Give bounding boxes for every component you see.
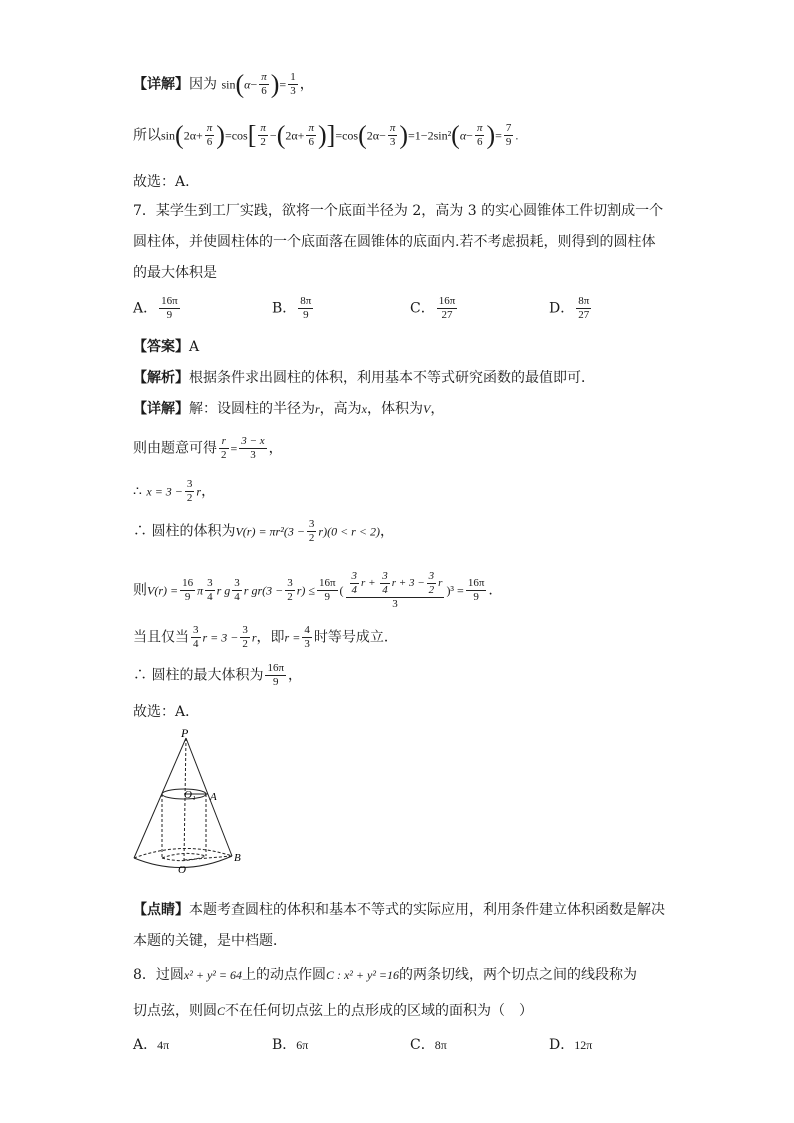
frac <box>350 570 360 597</box>
paren: ( <box>339 583 344 598</box>
den: 2 <box>221 449 227 461</box>
math: r + 3 − <box>391 577 425 590</box>
den: 9 <box>159 308 180 322</box>
paren: ( <box>358 120 367 150</box>
option-value: 12π <box>574 1038 593 1052</box>
num: 16 <box>182 577 194 589</box>
math-mid: =1−2sin² <box>408 128 452 143</box>
eq: = <box>279 77 287 92</box>
q7-line-2: 圆柱体，并使圆柱体的一个底面落在圆锥体的底面内.若不考虑损耗，则得到的圆柱体 <box>133 234 656 250</box>
num: 3 <box>193 624 199 636</box>
var-r: r <box>196 484 202 499</box>
analysis-text: 根据条件求出圆柱的体积，利用基本不等式研究函数的最值即可． <box>189 370 595 386</box>
math: V(r) = <box>147 583 179 598</box>
detail-line-1 <box>133 71 314 98</box>
frac <box>191 624 201 651</box>
den: 6 <box>475 135 485 149</box>
bracket: ] <box>326 120 336 150</box>
math-sin: sin <box>221 77 236 92</box>
var-v: V <box>423 402 431 416</box>
frac-1-3 <box>288 71 298 98</box>
var-c: C <box>217 1004 226 1018</box>
cone-edge-left <box>134 738 186 858</box>
math: V(r) = πr²(3 − <box>235 524 305 539</box>
comment-tag: 【点睛】 <box>133 902 189 918</box>
den: 4 <box>193 638 199 650</box>
den: 3 <box>388 135 398 149</box>
den: 3 <box>290 85 296 97</box>
option-label: B． <box>272 1037 297 1053</box>
minus: − <box>466 128 473 143</box>
math: π <box>197 583 204 598</box>
text: 当且仅当 <box>133 629 189 646</box>
num: 16π <box>161 295 178 307</box>
den: 6 <box>306 135 316 149</box>
num <box>346 570 445 597</box>
den: 4 <box>351 584 358 596</box>
text: ∴ 圆柱的体积为 <box>133 523 236 540</box>
step-2 <box>133 478 215 505</box>
text: 因为 <box>189 76 217 93</box>
num: 7 <box>505 122 512 134</box>
num: 16π <box>467 577 485 589</box>
num: 3 − x <box>241 435 265 447</box>
frac <box>180 577 195 604</box>
den: 9 <box>180 590 195 604</box>
frac <box>466 577 487 604</box>
frac-7-9 <box>504 122 514 149</box>
math: r)(0 < r < 2) <box>318 524 380 539</box>
minus: − <box>269 128 277 143</box>
q7-analysis <box>133 368 595 388</box>
num: 3 <box>207 577 213 589</box>
text: 切点弦，则圆 <box>133 1003 217 1019</box>
frac <box>307 518 317 545</box>
answer-tag: 【答案】 <box>133 339 189 355</box>
q7-line-1: 7．某学生到工厂实践，欲将一个底面半径为 2，高为 3 的实心圆锥体工件切割成一个 <box>133 203 664 219</box>
text: 则 <box>133 582 147 599</box>
step-5 <box>133 624 398 651</box>
math: r g <box>216 583 231 598</box>
den: 2 <box>242 638 248 650</box>
paren: ) <box>317 120 327 150</box>
paren: ( <box>235 69 245 99</box>
math: r <box>438 577 443 590</box>
analysis-tag: 【解析】 <box>133 370 189 386</box>
math: r = <box>284 630 301 645</box>
den: 4 <box>234 591 240 603</box>
den: 3 <box>239 448 266 462</box>
paren: ( <box>175 120 184 150</box>
option-value: 4π <box>157 1038 170 1052</box>
math: r = 3 − <box>202 630 239 645</box>
math-2a: 2α <box>183 128 196 143</box>
eq: = <box>495 128 502 143</box>
option-value: 8π <box>434 1038 447 1052</box>
cone-cylinder-figure <box>128 728 258 878</box>
num: 3 <box>382 570 388 582</box>
num: 1 <box>290 71 296 83</box>
den: 2 <box>186 492 193 504</box>
math: x² + y² = 64 <box>183 968 242 982</box>
q8-option-b[interactable] <box>272 1034 308 1054</box>
den: 2 <box>287 591 293 603</box>
frac-big <box>346 570 445 611</box>
option-label: C． <box>410 300 435 317</box>
text: 时等号成立． <box>313 629 398 646</box>
q8-option-d[interactable] <box>549 1034 592 1054</box>
num: 16π <box>438 295 456 307</box>
frac-pi-6 <box>259 71 269 98</box>
num: 3 <box>287 577 293 589</box>
frac <box>475 122 485 149</box>
den: 2 <box>428 584 435 596</box>
text: ， <box>430 401 445 417</box>
den: 9 <box>505 136 512 148</box>
frac <box>232 577 242 604</box>
text: ， <box>379 523 394 540</box>
option-label: A． <box>133 1037 158 1053</box>
var-x: x <box>361 402 367 416</box>
label-o: O <box>178 864 186 876</box>
frac <box>258 122 268 149</box>
paren: ) <box>399 120 409 150</box>
den: 4 <box>382 584 388 596</box>
comment-line-2: 本题的关键，是中档题． <box>133 933 287 949</box>
paren: ( <box>451 120 460 150</box>
q7-option-b[interactable] <box>272 295 315 322</box>
eq: = <box>224 128 232 143</box>
q7-answer <box>133 337 199 357</box>
label-p: P <box>181 728 189 740</box>
plus: + <box>195 128 203 143</box>
step-3 <box>133 518 394 545</box>
detail-line-2 <box>133 122 518 149</box>
math: r + <box>361 577 379 590</box>
q8-line-1 <box>133 965 637 985</box>
den: 27 <box>576 308 591 322</box>
math: x = 3 − <box>146 484 183 499</box>
q7-option-d[interactable] <box>549 295 593 322</box>
text: 则由题意可得 <box>133 440 217 457</box>
option-label: A． <box>133 300 158 317</box>
q7-option-a[interactable] <box>133 295 182 322</box>
q8-line-2 <box>133 1001 533 1021</box>
num: 3 <box>351 570 358 582</box>
frac <box>427 570 437 597</box>
text: 的两条切线，两个切点之间的线段称为 <box>399 967 638 983</box>
den: 9 <box>317 590 338 604</box>
num: 8π <box>300 295 312 307</box>
option-frac <box>159 295 180 322</box>
frac <box>219 435 229 462</box>
num: 3 <box>186 478 193 490</box>
text: ∴ 圆柱的最大体积为 <box>133 667 264 684</box>
den: 9 <box>265 675 286 689</box>
comment-line-1 <box>133 900 665 920</box>
den: 3 <box>346 597 445 611</box>
num: π <box>389 122 396 134</box>
num: π <box>261 71 267 83</box>
den: 2 <box>258 135 268 149</box>
den: 6 <box>205 135 215 149</box>
math: r) ≤ <box>296 583 315 598</box>
text: . <box>488 582 493 599</box>
math-2a: 2α <box>285 128 298 143</box>
text: 8．过圆 <box>133 967 184 983</box>
comma: ， <box>299 76 314 93</box>
option-label: C． <box>410 1037 435 1053</box>
math: r(3 − <box>257 583 284 598</box>
num: 3 <box>428 570 435 582</box>
step-7: 故选：A． <box>133 704 200 720</box>
den: 6 <box>259 84 269 98</box>
therefore: ∴ <box>133 483 142 500</box>
frac <box>388 122 398 149</box>
paren: ) <box>270 69 280 99</box>
alpha: α <box>459 128 467 143</box>
num: π <box>476 122 483 134</box>
q7-line-3: 的最大体积是 <box>133 265 217 281</box>
minus: − <box>379 128 386 143</box>
option-label: D． <box>549 1037 575 1053</box>
math: r g <box>243 583 258 598</box>
detail-tag: 【详解】 <box>133 401 189 417</box>
num: π <box>260 122 266 134</box>
var-r: r <box>251 630 257 645</box>
step-1 <box>133 435 283 462</box>
label-a: A <box>210 791 217 803</box>
q8-option-c[interactable] <box>410 1034 447 1054</box>
text: 上的动点作圆 <box>241 967 326 983</box>
step-6 <box>133 662 302 689</box>
paren: ) <box>486 120 496 150</box>
label-b: B <box>234 852 241 864</box>
frac <box>265 662 286 689</box>
paren: ) <box>216 120 225 150</box>
math-sin: sin <box>161 128 176 143</box>
comment-text: 本题考查圆柱的体积和基本不等式的实际应用，利用条件建立体积函数是解决 <box>189 902 665 918</box>
text: 所以 <box>133 127 161 144</box>
num: 8π <box>578 295 590 307</box>
frac <box>317 577 338 604</box>
frac <box>185 478 195 505</box>
math-cos: cos <box>231 128 248 143</box>
math-cos: cos <box>342 128 359 143</box>
frac <box>240 624 250 651</box>
detail-tag: 【详解】 <box>133 76 189 93</box>
text: ， <box>268 440 283 457</box>
den: 3 <box>304 638 310 650</box>
text: ， <box>201 483 216 500</box>
math: C : x² + y² =16 <box>325 968 400 982</box>
label-o1: O₁ <box>184 789 196 801</box>
den: 9 <box>298 308 313 322</box>
frac <box>306 122 316 149</box>
answer-value: A <box>189 339 200 355</box>
var-r: r <box>315 402 320 416</box>
num: π <box>206 122 213 134</box>
frac <box>302 624 312 651</box>
frac <box>205 122 215 149</box>
period: . <box>515 128 519 143</box>
num: r <box>221 435 226 447</box>
option-label: B． <box>272 300 297 317</box>
text: ，高为 <box>319 401 362 417</box>
num: 3 <box>308 518 315 530</box>
eq: = <box>335 128 343 143</box>
math: )³ = <box>446 583 464 598</box>
plus: + <box>297 128 305 143</box>
num: 3 <box>242 624 248 636</box>
text: ，即 <box>256 629 285 646</box>
option-value: 6π <box>296 1038 309 1052</box>
text: 解：设圆柱的半径为 <box>189 401 315 417</box>
den: 4 <box>207 591 213 603</box>
option-frac <box>298 295 313 322</box>
eq: = <box>230 441 238 456</box>
math-2a: 2α <box>366 128 380 143</box>
frac <box>380 570 390 597</box>
option-frac <box>437 295 458 322</box>
text: 不在任何切点弦上的点形成的区域的面积为（ ） <box>225 1003 534 1019</box>
paren: ( <box>276 120 286 150</box>
step-4 <box>133 570 493 611</box>
den: 9 <box>466 590 487 604</box>
num: 4 <box>304 624 310 636</box>
option-frac <box>576 295 591 322</box>
text: ，体积为 <box>367 401 423 417</box>
den: 2 <box>308 532 315 544</box>
num: π <box>308 122 314 134</box>
q7-detail <box>133 399 444 419</box>
frac <box>239 435 266 462</box>
math-alpha: α <box>244 77 251 92</box>
text: ， <box>288 667 303 684</box>
frac <box>205 577 215 604</box>
math-minus: − <box>250 77 258 92</box>
q7-option-c[interactable] <box>410 295 459 322</box>
bracket: [ <box>247 120 257 150</box>
answer-choice-line: 故选：A. <box>133 174 190 190</box>
option-label: D． <box>549 300 575 317</box>
num: 16π <box>318 577 336 589</box>
num: 16π <box>267 662 285 674</box>
q8-option-a[interactable] <box>133 1034 169 1054</box>
den: 27 <box>437 308 458 322</box>
num: 3 <box>234 577 240 589</box>
frac <box>285 577 295 604</box>
